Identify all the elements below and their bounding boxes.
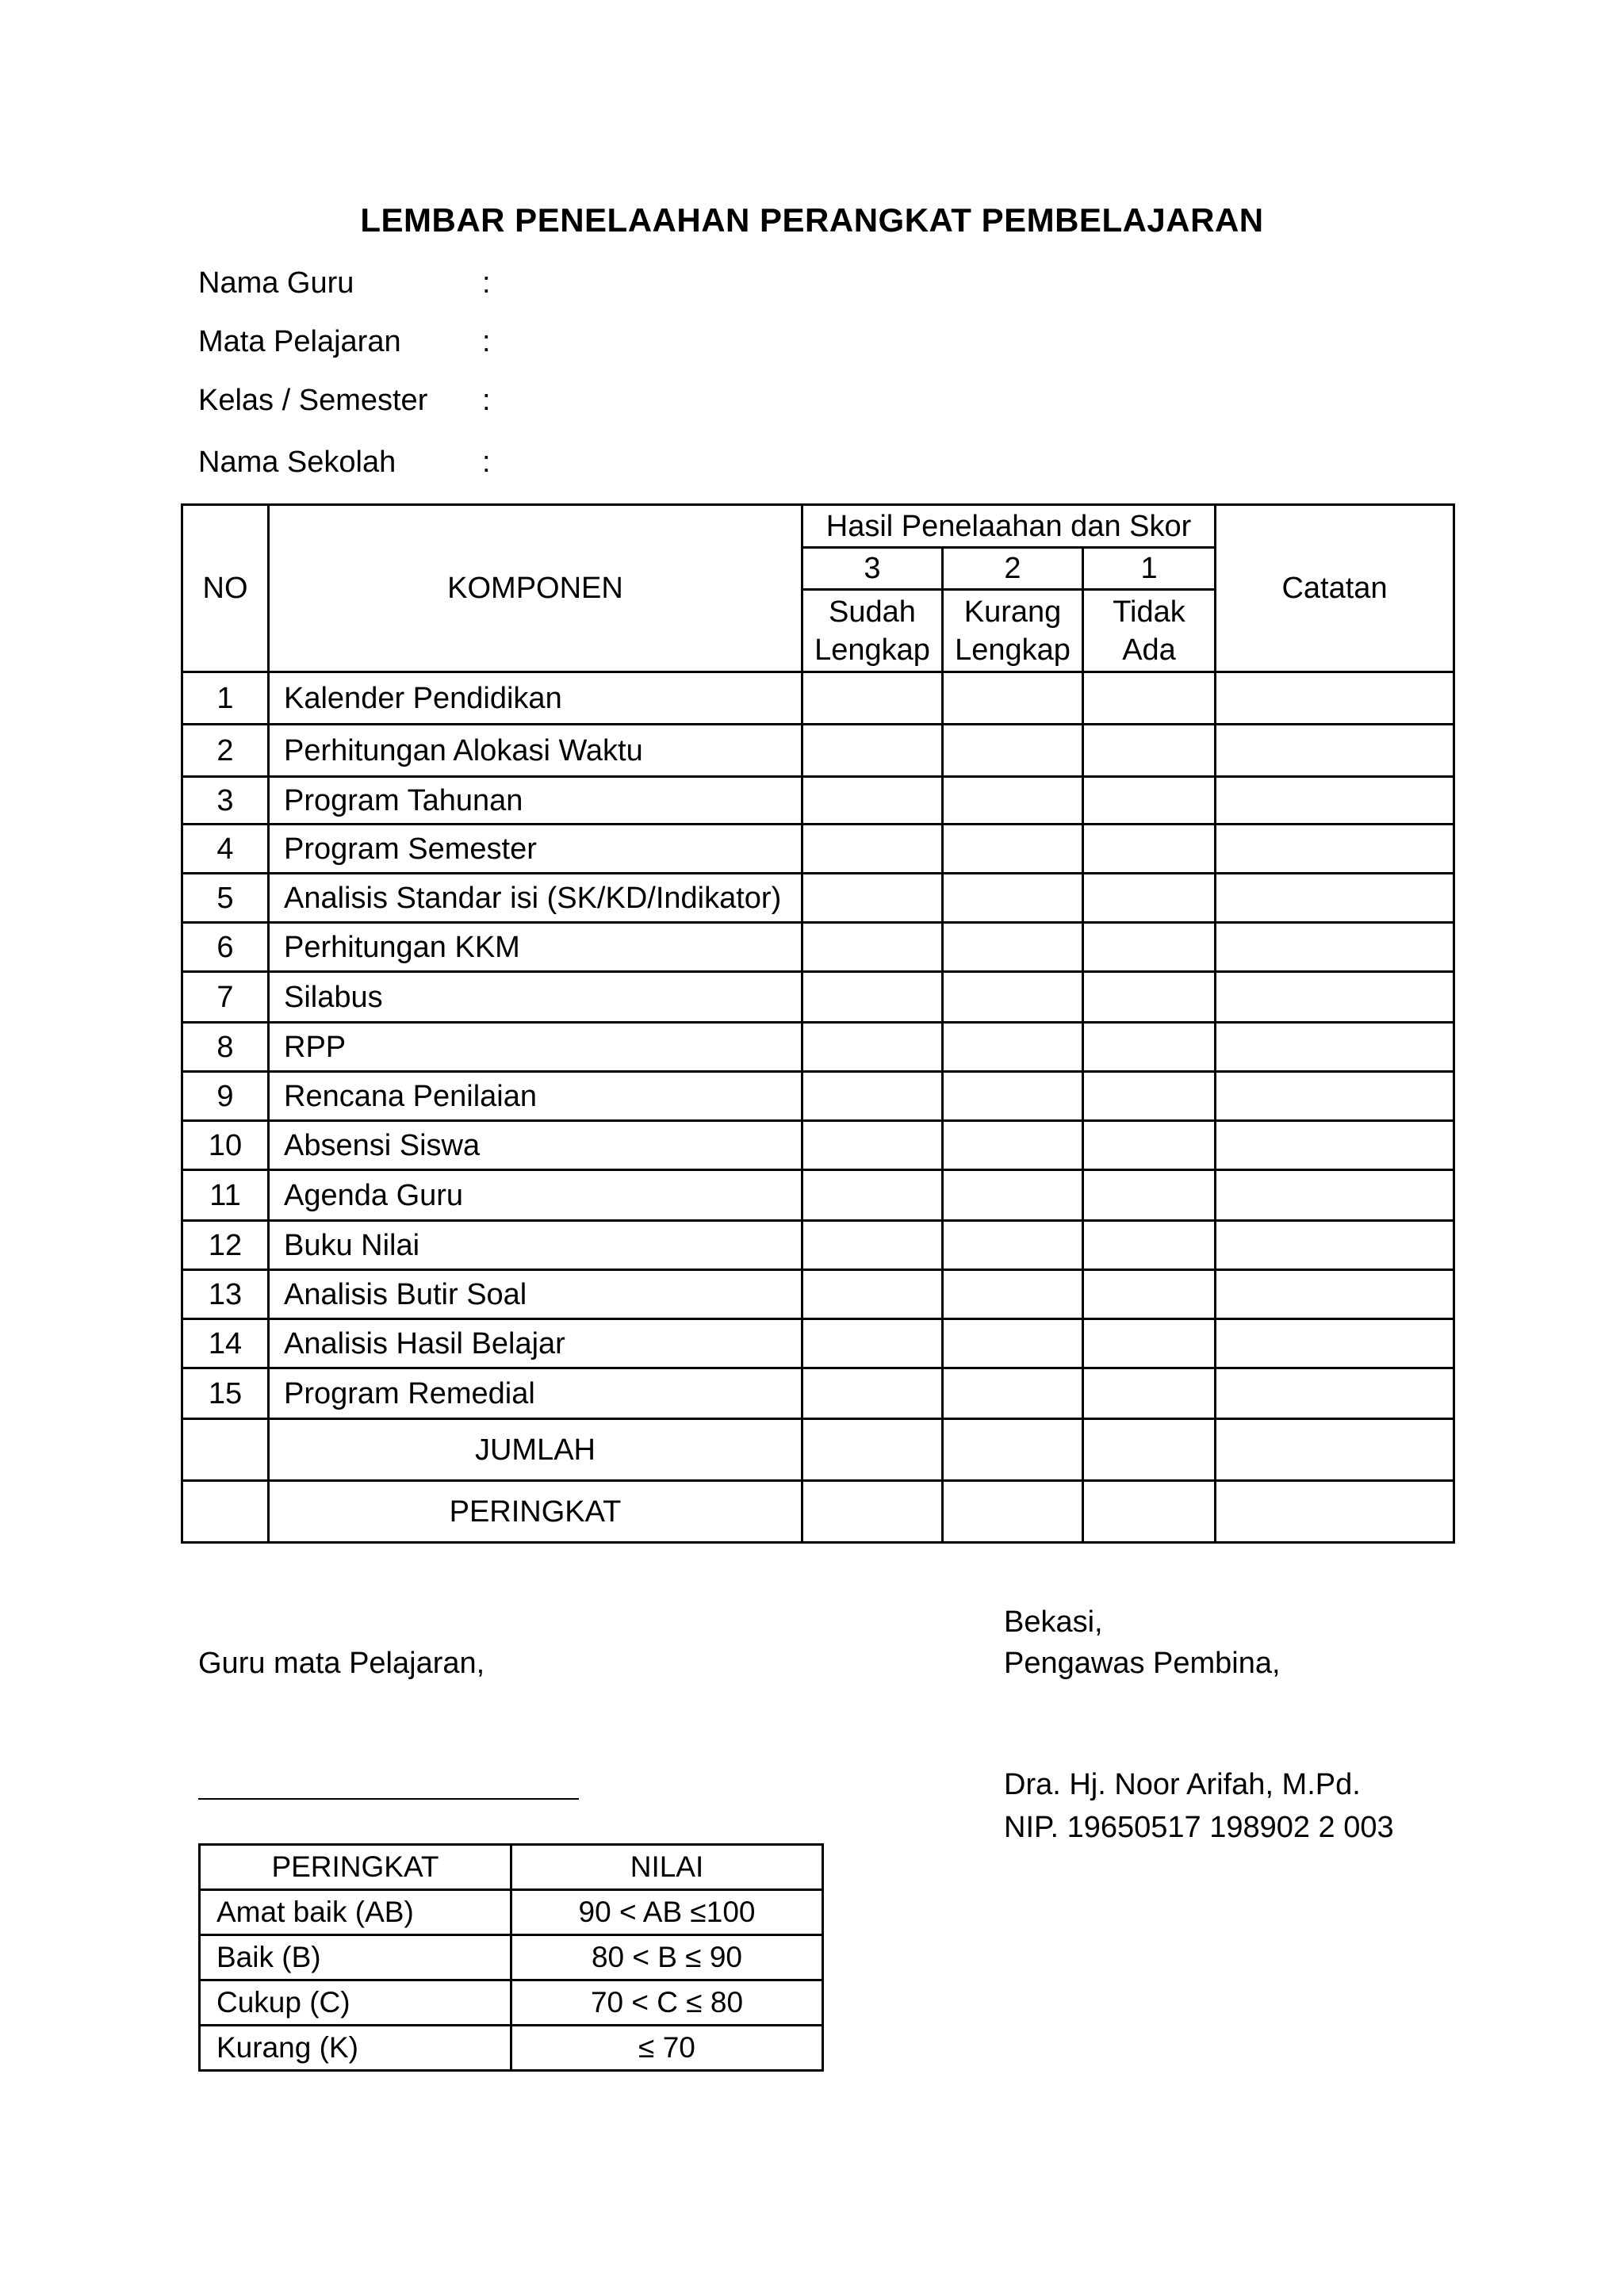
row-component: Program Tahunan	[269, 777, 802, 825]
score-cell	[1083, 874, 1216, 923]
score-cell	[943, 777, 1083, 825]
total-cell	[943, 1419, 1083, 1481]
rank-value: 90 < AB ≤100	[511, 1890, 823, 1935]
score-1-desc	[1083, 590, 1216, 672]
row-component: Absensi Siswa	[269, 1121, 802, 1170]
notes-cell	[1216, 1221, 1454, 1270]
score-cell	[943, 672, 1083, 725]
rank-table-rows	[200, 1890, 823, 2071]
score-cell	[802, 1023, 943, 1072]
row-component: Perhitungan KKM	[269, 923, 802, 972]
rank-no-cell	[182, 1481, 269, 1543]
score-cell	[1083, 1072, 1216, 1121]
row-no: 7	[182, 972, 269, 1023]
score-cell	[1083, 1121, 1216, 1170]
row-no: 3	[182, 777, 269, 825]
row-no: 14	[182, 1319, 269, 1368]
table-row	[182, 874, 1454, 923]
score-desc-line: Lengkap	[955, 633, 1071, 667]
table-row	[182, 1121, 1454, 1170]
score-cell	[802, 874, 943, 923]
score-cell	[943, 825, 1083, 874]
row-component: Buku Nilai	[269, 1221, 802, 1270]
total-no-cell	[182, 1419, 269, 1481]
notes-cell	[1216, 825, 1454, 874]
field-colon: :	[482, 266, 491, 300]
page-title: LEMBAR PENELAAHAN PERANGKAT PEMBELAJARAN	[360, 201, 1264, 239]
score-cell	[802, 1170, 943, 1221]
score-cell	[943, 874, 1083, 923]
score-cell	[802, 1368, 943, 1419]
rank-cell	[1216, 1481, 1454, 1543]
score-desc-line: Sudah	[829, 595, 916, 629]
notes-cell	[1216, 672, 1454, 725]
total-cell	[1083, 1419, 1216, 1481]
score-cell	[1083, 972, 1216, 1023]
table-row	[182, 672, 1454, 725]
row-component: Perhitungan Alokasi Waktu	[269, 725, 802, 777]
score-cell	[802, 1270, 943, 1319]
rank-table-header-nilai: NILAI	[511, 1845, 823, 1890]
supervisor-signature-label: Pengawas Pembina,	[1004, 1647, 1281, 1680]
score-desc-line: Kurang	[963, 595, 1062, 629]
row-component: Kalender Pendidikan	[269, 672, 802, 725]
signature-place: Bekasi,	[1004, 1605, 1103, 1639]
row-no: 5	[182, 874, 269, 923]
row-no: 10	[182, 1121, 269, 1170]
table-row	[182, 972, 1454, 1023]
score-cell	[943, 1121, 1083, 1170]
table-row	[182, 1170, 1454, 1221]
field-label: Nama Guru	[198, 266, 354, 300]
score-cell	[1083, 1368, 1216, 1419]
score-cell	[802, 825, 943, 874]
score-cell	[1083, 672, 1216, 725]
table-row	[182, 1023, 1454, 1072]
score-cell	[943, 725, 1083, 777]
row-component: Program Semester	[269, 825, 802, 874]
table-row	[182, 777, 1454, 825]
rank-cell	[802, 1481, 943, 1543]
notes-cell	[1216, 923, 1454, 972]
total-cell	[1216, 1419, 1454, 1481]
field-label: Mata Pelajaran	[198, 325, 401, 358]
field-label: Kelas / Semester	[198, 384, 428, 417]
row-no: 2	[182, 725, 269, 777]
row-no: 12	[182, 1221, 269, 1270]
score-cell	[802, 972, 943, 1023]
notes-cell	[1216, 1368, 1454, 1419]
field-colon: :	[482, 384, 491, 417]
score-cell	[802, 1072, 943, 1121]
score-cell	[1083, 1221, 1216, 1270]
score-cell	[802, 777, 943, 825]
notes-cell	[1216, 1072, 1454, 1121]
supervisor-name: Dra. Hj. Noor Arifah, M.Pd.	[1004, 1768, 1361, 1801]
table-row	[182, 1270, 1454, 1319]
rank-value: ≤ 70	[511, 2026, 823, 2071]
score-3-desc	[802, 590, 943, 672]
table-row	[182, 825, 1454, 874]
rank-cell	[943, 1481, 1083, 1543]
rank-table-row	[200, 1890, 823, 1935]
score-desc-line: Ada	[1122, 633, 1176, 667]
rank-name: Cukup (C)	[200, 1980, 511, 2026]
header-catatan: Catatan	[1216, 505, 1454, 672]
score-cell	[802, 923, 943, 972]
row-component: RPP	[269, 1023, 802, 1072]
field-colon: :	[482, 446, 491, 479]
total-cell	[802, 1419, 943, 1481]
table-row	[182, 1368, 1454, 1419]
score-2: 2	[943, 548, 1083, 590]
score-cell	[943, 1072, 1083, 1121]
notes-cell	[1216, 1121, 1454, 1170]
field-label: Nama Sekolah	[198, 446, 396, 479]
score-cell	[802, 725, 943, 777]
notes-cell	[1216, 1319, 1454, 1368]
score-cell	[1083, 1170, 1216, 1221]
field-colon: :	[482, 325, 491, 358]
supervisor-nip: NIP. 19650517 198902 2 003	[1004, 1811, 1394, 1844]
teacher-signature-line	[198, 1798, 579, 1800]
score-cell	[1083, 777, 1216, 825]
rank-table	[198, 1843, 824, 2072]
score-cell	[1083, 1319, 1216, 1368]
header-hasil: Hasil Penelaahan dan Skor	[802, 505, 1216, 548]
score-cell	[802, 1319, 943, 1368]
score-cell	[802, 1221, 943, 1270]
rank-row	[182, 1481, 1454, 1543]
score-desc-line: Lengkap	[814, 633, 930, 667]
score-cell	[1083, 1270, 1216, 1319]
teacher-signature-label: Guru mata Pelajaran,	[198, 1647, 485, 1680]
total-label: JUMLAH	[269, 1419, 802, 1481]
row-no: 11	[182, 1170, 269, 1221]
score-cell	[943, 1023, 1083, 1072]
score-cell	[802, 1121, 943, 1170]
score-cell	[1083, 725, 1216, 777]
score-cell	[943, 972, 1083, 1023]
rank-table-row	[200, 1935, 823, 1980]
rank-name: Kurang (K)	[200, 2026, 511, 2071]
notes-cell	[1216, 725, 1454, 777]
row-no: 13	[182, 1270, 269, 1319]
review-table	[181, 503, 1455, 1544]
table-row	[182, 923, 1454, 972]
notes-cell	[1216, 972, 1454, 1023]
notes-cell	[1216, 1270, 1454, 1319]
total-row	[182, 1419, 1454, 1481]
row-no: 1	[182, 672, 269, 725]
score-cell	[943, 1368, 1083, 1419]
row-no: 8	[182, 1023, 269, 1072]
row-component: Analisis Butir Soal	[269, 1270, 802, 1319]
score-3: 3	[802, 548, 943, 590]
row-component: Program Remedial	[269, 1368, 802, 1419]
table-row	[182, 725, 1454, 777]
rank-value: 70 < C ≤ 80	[511, 1980, 823, 2026]
rank-table-row	[200, 2026, 823, 2071]
rank-label: PERINGKAT	[269, 1481, 802, 1543]
score-cell	[943, 1319, 1083, 1368]
score-cell	[943, 1170, 1083, 1221]
table-row	[182, 1221, 1454, 1270]
score-cell	[943, 1270, 1083, 1319]
score-cell	[943, 1221, 1083, 1270]
score-cell	[802, 672, 943, 725]
score-2-desc	[943, 590, 1083, 672]
header-no: NO	[182, 505, 269, 672]
score-desc-line: Tidak	[1113, 595, 1185, 629]
row-no: 4	[182, 825, 269, 874]
row-component: Analisis Hasil Belajar	[269, 1319, 802, 1368]
score-cell	[1083, 825, 1216, 874]
row-component: Rencana Penilaian	[269, 1072, 802, 1121]
score-cell	[1083, 1023, 1216, 1072]
table-row	[182, 1072, 1454, 1121]
score-1: 1	[1083, 548, 1216, 590]
row-component: Analisis Standar isi (SK/KD/Indikator)	[269, 874, 802, 923]
score-cell	[943, 923, 1083, 972]
rank-name: Baik (B)	[200, 1935, 511, 1980]
row-component: Silabus	[269, 972, 802, 1023]
row-no: 9	[182, 1072, 269, 1121]
rank-table-row	[200, 1980, 823, 2026]
score-cell	[1083, 923, 1216, 972]
notes-cell	[1216, 874, 1454, 923]
row-component: Agenda Guru	[269, 1170, 802, 1221]
table-rows	[182, 672, 1454, 1419]
rank-name: Amat baik (AB)	[200, 1890, 511, 1935]
notes-cell	[1216, 1170, 1454, 1221]
row-no: 6	[182, 923, 269, 972]
header-komponen: KOMPONEN	[269, 505, 802, 672]
rank-cell	[1083, 1481, 1216, 1543]
rank-table-header-peringkat: PERINGKAT	[200, 1845, 511, 1890]
table-row	[182, 1319, 1454, 1368]
notes-cell	[1216, 1023, 1454, 1072]
notes-cell	[1216, 777, 1454, 825]
row-no: 15	[182, 1368, 269, 1419]
rank-value: 80 < B ≤ 90	[511, 1935, 823, 1980]
